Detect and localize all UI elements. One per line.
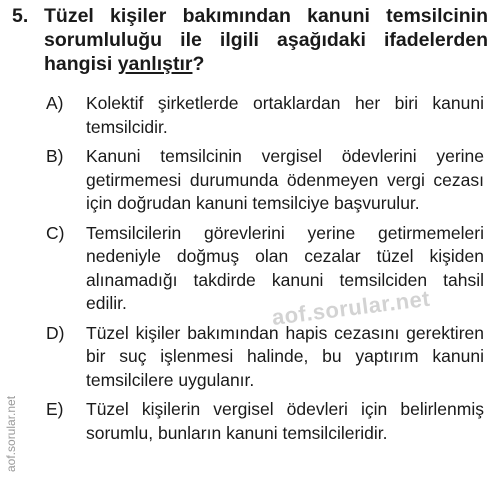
question-number: 5. xyxy=(12,5,29,27)
option-letter: B) xyxy=(46,146,64,166)
question-mark: ? xyxy=(192,53,205,75)
option-letter: E) xyxy=(46,399,64,419)
option-text: Tüzel kişilerin vergisel ödevleri için belirlenmiş sorumlu, bunların kanuni temsilcileridir. xyxy=(86,399,484,443)
watermark-center: aof.sorular.net xyxy=(270,285,432,330)
answer-options xyxy=(46,92,484,451)
option-letter: C) xyxy=(46,222,65,243)
option-b[interactable] xyxy=(46,145,484,216)
option-letter: D) xyxy=(46,322,65,343)
option-a[interactable] xyxy=(46,92,484,139)
question-stem: Tüzel kişiler bakımından kanuni temsilcinin sorumluluğu ile ilgili aşağıdaki ifadelerden hangisi xyxy=(44,5,488,75)
option-text: Kanuni temsilcinin vergisel ödevlerini yerine getirmemesi durumunda ödenmeyen vergi cezası için doğrudan kanuni temsilciye başvurulur. xyxy=(86,146,484,213)
option-d[interactable] xyxy=(46,322,484,393)
question-emphasis: yanlıştır xyxy=(117,53,193,75)
watermark-side: aof.sorular.net xyxy=(4,395,18,472)
question-text xyxy=(44,4,488,76)
option-e[interactable] xyxy=(46,398,484,445)
option-text: Tüzel kişiler bakımından hapis cezasını gerektiren bir suç işlenmesi halinde, bu yaptırım kanuni temsilcilere uygulanır. xyxy=(86,322,484,390)
option-text: Kolektif şirketlerde ortaklardan her biri kanuni temsilcidir. xyxy=(86,93,484,137)
option-letter: A) xyxy=(46,93,64,113)
option-text: Temsilcilerin görevlerini yerine getirmemeleri nedeniyle doğmuş olan cezalar tüzel kişiden alınamadığı takdirde kanuni temsilciden tahsil edilir. xyxy=(86,222,484,313)
question xyxy=(12,4,488,76)
